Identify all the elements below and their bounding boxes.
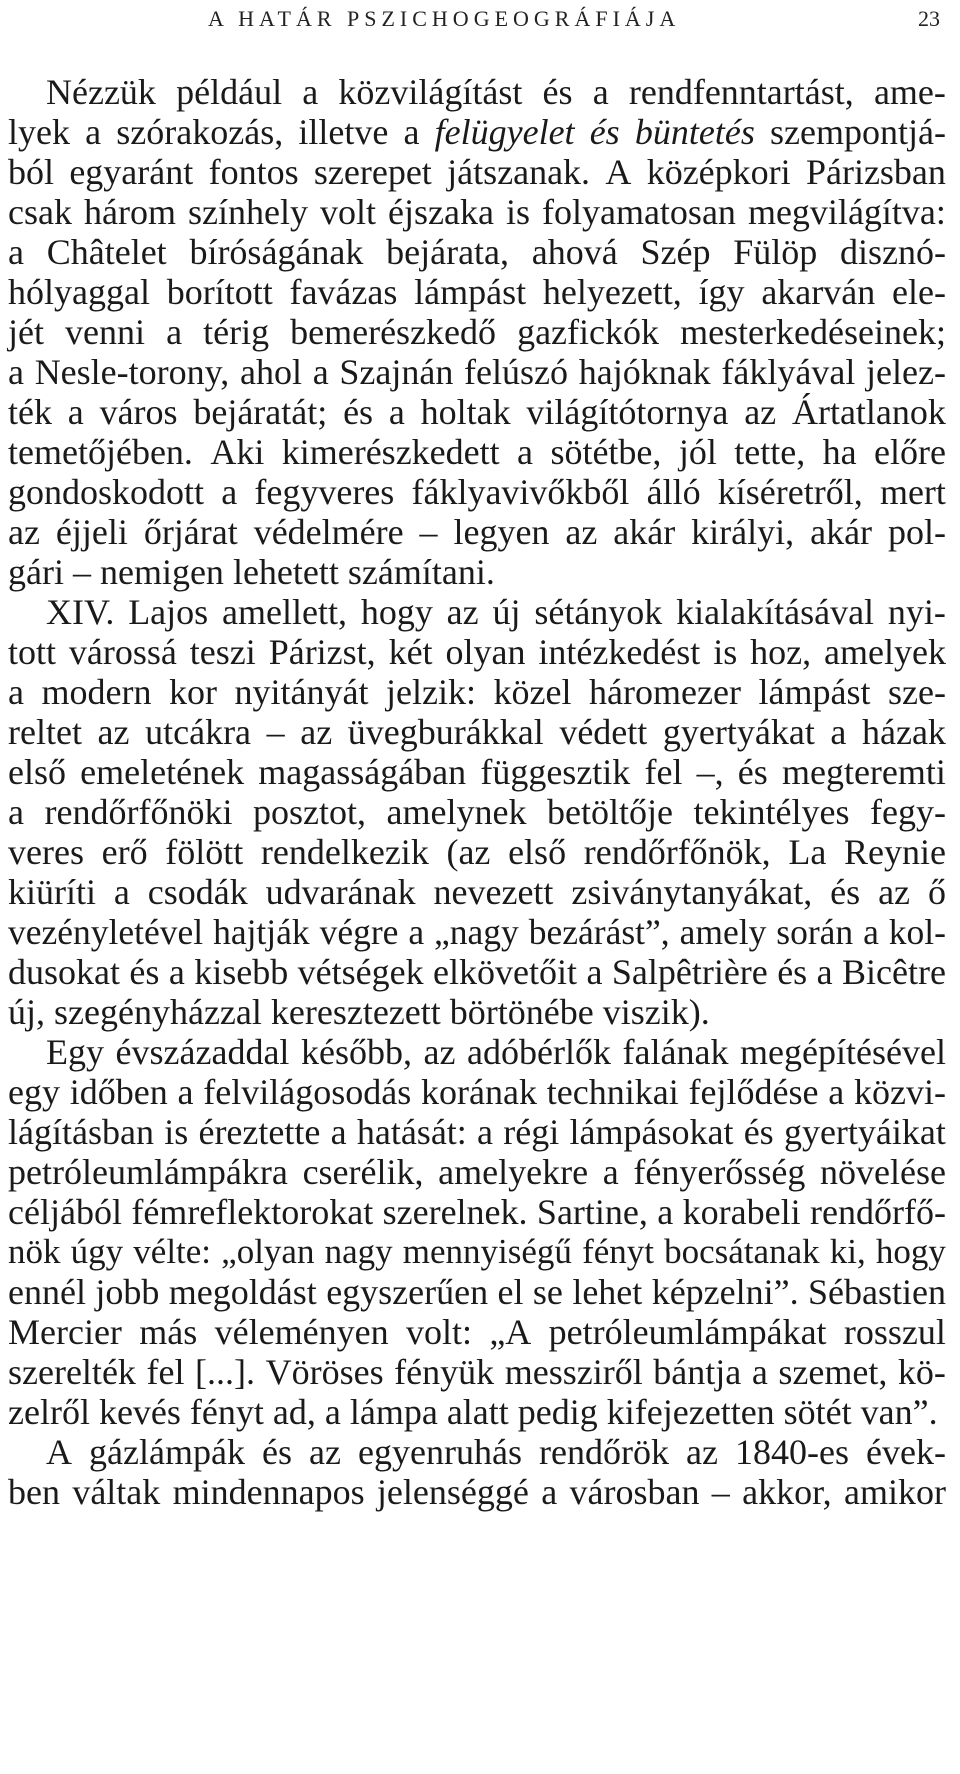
paragraph <box>8 1032 946 1432</box>
text-line: nök úgy vélte: „olyan nagy mennyiségű fényt bocsátanak ki, hogy <box>8 1232 946 1271</box>
text-line: első emeletének magasságában függesztik fel –, és megteremti <box>8 752 946 792</box>
text-line: szerelték fel [...]. Vöröses fényük messziről bántja a szemet, kö- <box>8 1352 946 1392</box>
text-line: XIV. Lajos amellett, hogy az új sétányok kialakításával nyi- <box>46 592 946 632</box>
text-line: csak három színhely volt éjszaka is folyamatosan megvilágítva: <box>8 192 946 232</box>
page-number: 23 <box>918 6 940 31</box>
paragraph <box>8 72 946 592</box>
text-line: a Châtelet bíróságának bejárata, ahová Szép Fülöp disznó- <box>8 232 946 272</box>
paragraph <box>8 592 946 1032</box>
text-line: gondoskodott a fegyveres fáklyavivőkből álló kíséretről, mert <box>8 472 946 512</box>
text-line: kiüríti a csodák udvarának nevezett zsiványtanyákat, és az ő <box>8 872 946 912</box>
text-line: ték a város bejáratát; és a holtak világítótornya az Ártatlanok <box>8 392 946 432</box>
text-line: Nézzük például a közvilágítást és a rendfenntartást, ame- <box>46 72 946 112</box>
text-line: a modern kor nyitányát jelzik: közel háromezer lámpást sze- <box>8 672 946 712</box>
text-line: lyek a szórakozás, illetve a felügyelet és büntetés szempontjá- <box>8 112 946 152</box>
body-text <box>8 72 946 1512</box>
text-line: lágításban is éreztette a hatását: a régi lámpásokat és gyertyáikat <box>8 1112 946 1152</box>
text-line: céljából fémreflektorokat szerelnek. Sartine, a korabeli rendőrfő- <box>8 1192 946 1232</box>
text-line: dusokat és a kisebb vétségek elkövetőit a Salpêtrière és a Bicêtre <box>8 952 946 992</box>
text-line: ennél jobb megoldást egyszerűen el se lehet képzelni”. Sébastien <box>8 1272 946 1312</box>
text-line: tott várossá teszi Párizst, két olyan intézkedést is hoz, amelyek <box>8 632 946 672</box>
text-line: jét venni a térig bemerészkedő gazfickók mesterkedéseinek; <box>8 312 946 352</box>
text-line: reltet az utcákra – az üvegburákkal védett gyertyákat a házak <box>8 712 946 752</box>
running-header <box>8 4 946 44</box>
text-line: A gázlámpák és az egyenruhás rendőrök az 1840-es évek- <box>46 1432 946 1472</box>
text-line: a rendőrfőnöki posztot, amelynek betöltője tekintélyes fegy- <box>8 792 946 832</box>
paragraph <box>8 1432 946 1512</box>
text-line: az éjjeli őrjárat védelmére – legyen az akár királyi, akár pol- <box>8 512 946 552</box>
text-line: petróleumlámpákra cserélik, amelyekre a fényerősség növelése <box>8 1152 946 1192</box>
text-line: Egy évszázaddal később, az adóbérlők falának megépítésével <box>46 1032 946 1072</box>
text-line: Mercier más véleményen volt: „A petróleumlámpákat rosszul <box>8 1312 946 1352</box>
text-line: veres erő fölött rendelkezik (az első rendőrfőnök, La Reynie <box>8 832 946 872</box>
text-line: vezényletével hajtják végre a „nagy bezárást”, amely során a kol- <box>8 912 946 952</box>
text-line: hólyaggal borított favázas lámpást helyezett, így akarván ele- <box>8 272 946 312</box>
text-line: temetőjében. Aki kimerészkedett a sötétbe, jól tette, ha előre <box>8 432 946 472</box>
text-line: egy időben a felvilágosodás korának technikai fejlődése a közvi- <box>8 1072 946 1112</box>
text-line: ból egyaránt fontos szerepet játszanak. A középkori Párizsban <box>8 152 946 192</box>
text-line: új, szegényházzal keresztezett börtönébe viszik). <box>8 992 710 1032</box>
text-line: zelről kevés fényt ad, a lámpa alatt pedig kifejezetten sötét van”. <box>8 1392 938 1432</box>
text-line: a Nesle-torony, ahol a Szajnán felúszó hajóknak fáklyával jelez- <box>8 352 946 392</box>
text-line: ben váltak mindennapos jelenséggé a városban – akkor, amikor <box>8 1472 946 1512</box>
text-line: gári – nemigen lehetett számítani. <box>8 552 495 592</box>
running-title: A HATÁR PSZICHOGEOGRÁFIÁJA <box>208 6 681 31</box>
